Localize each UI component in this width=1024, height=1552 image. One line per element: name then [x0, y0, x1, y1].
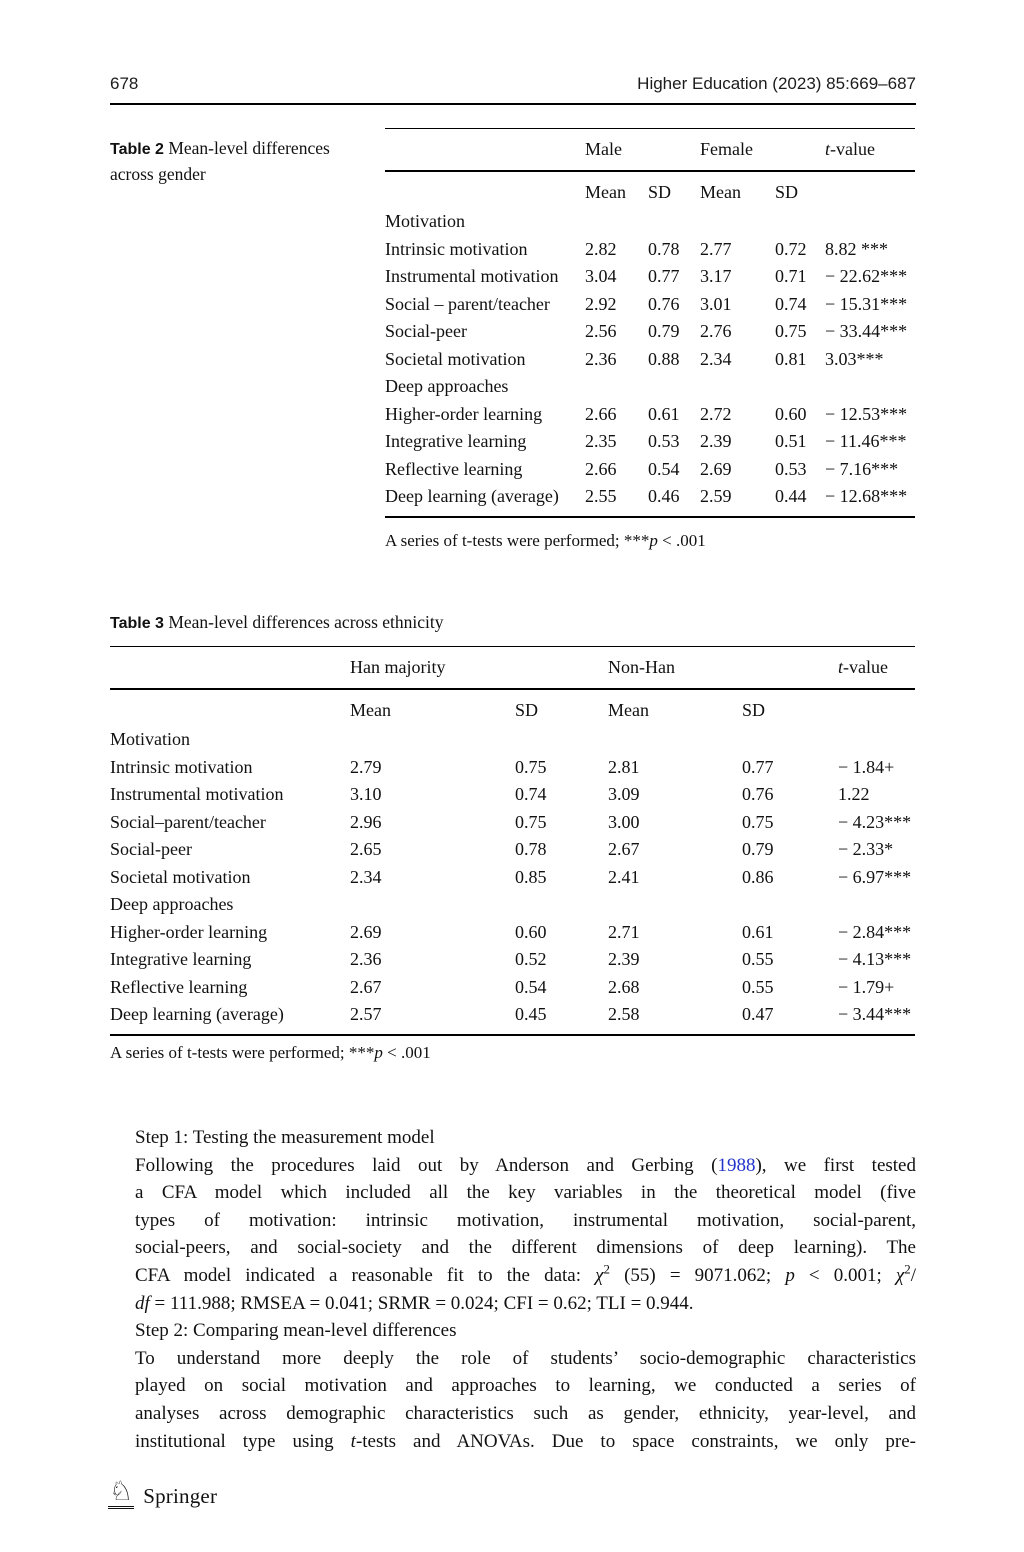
text-line [135, 1262, 916, 1290]
table2 [385, 128, 915, 518]
table2-col-female: Female [700, 139, 753, 159]
cell-value: 0.76 [742, 784, 774, 804]
cell-value [350, 891, 515, 919]
cell-value: 0.75 [775, 321, 807, 341]
table-section-row [385, 208, 915, 236]
cell-value: 2.59 [700, 486, 732, 506]
cell-value [585, 373, 648, 401]
cell-value: 3.03*** [825, 348, 884, 369]
cell-value: 0.53 [648, 431, 680, 451]
table3-subheader-mean2: Mean [608, 700, 649, 720]
text-segment: t [350, 1430, 356, 1452]
text-segment: a CFA model which included all the key variables in the theoretical model (five [135, 1182, 916, 1204]
journal-ref: Higher Education (2023) 85:669–687 [637, 74, 916, 93]
table-row [385, 263, 915, 291]
table-row [110, 781, 915, 809]
cell-value: 2.66 [585, 403, 617, 424]
text-segment: To understand more deeply the role of students’ socio-demographic characteristics [135, 1347, 916, 1369]
table-row [110, 754, 915, 782]
row-label: Motivation [110, 729, 190, 749]
cell-value: 2.35 [585, 431, 617, 451]
cell-value: − 33.44*** [825, 321, 908, 341]
body-text [135, 1124, 916, 1455]
table3-subheader [110, 690, 915, 724]
text-line [135, 1428, 916, 1456]
row-label: Integrative learning [385, 431, 527, 451]
cell-value: 0.51 [775, 431, 807, 451]
cell-value: 0.78 [515, 839, 547, 859]
cell-value: 2.36 [350, 949, 382, 969]
text-segment: types of motivation: intrinsic motivation, instrumental motivation, social-parent, [135, 1209, 916, 1231]
cell-value [775, 373, 825, 401]
header-rule [110, 103, 916, 105]
row-label: Intrinsic motivation [385, 238, 528, 259]
row-label: Deep approaches [385, 376, 509, 396]
table3-caption-label: Table 3 [110, 615, 164, 632]
text-segment: CFA model indicated a reasonable fit to the data: [135, 1264, 596, 1286]
row-label: Deep learning (average) [110, 1004, 284, 1024]
cell-value: 2.82 [585, 238, 617, 259]
text-line [135, 1152, 916, 1180]
table3-col-han: Han majority [350, 657, 446, 677]
cell-value [700, 373, 775, 401]
text-segment: 2 [904, 1261, 911, 1277]
text-line [135, 1124, 916, 1152]
cell-value: 2.77 [700, 238, 732, 259]
table3-subheader-sd1: SD [515, 700, 539, 720]
table2-subheader [385, 172, 915, 206]
row-label: Instrumental motivation [110, 784, 284, 804]
table3-col-tvalue: t-value [838, 657, 888, 677]
text-segment: ), we first tested [755, 1154, 916, 1176]
text-segment: p [785, 1264, 795, 1286]
table3-subheader-mean1: Mean [350, 700, 391, 720]
cell-value: 3.01 [700, 293, 732, 314]
cell-value: 2.39 [700, 431, 732, 451]
row-label: Reflective learning [110, 976, 248, 997]
cell-value: 0.75 [742, 811, 774, 832]
cell-value [775, 208, 825, 236]
text-segment: = 111.988; RMSEA = 0.041; SRMR = 0.024; CFI = 0.62; TLI = 0.944. [149, 1292, 694, 1314]
running-header [110, 74, 916, 94]
cell-value [825, 373, 915, 401]
table-section-row [110, 891, 915, 919]
cell-value: 0.55 [742, 976, 774, 997]
cell-value: 0.46 [648, 486, 680, 506]
table3-rows [110, 724, 915, 1034]
cell-value: 2.34 [350, 866, 382, 887]
row-label: Societal motivation [385, 348, 526, 369]
row-label: Societal motivation [110, 866, 251, 887]
row-label: Higher-order learning [385, 403, 543, 424]
cell-value: 0.75 [515, 756, 547, 777]
cell-value: 3.04 [585, 266, 617, 286]
cell-value [350, 726, 515, 754]
text-segment: -tests and ANOVAs. Due to space constraints, we only pre- [355, 1430, 916, 1452]
cell-value: − 15.31*** [825, 293, 908, 314]
cell-value: 2.92 [585, 293, 617, 314]
cell-value: − 3.44*** [838, 1004, 912, 1024]
row-label: Deep approaches [110, 894, 234, 914]
cell-value: 0.61 [742, 921, 774, 942]
cell-value: 0.55 [742, 949, 774, 969]
cell-value: 2.66 [585, 458, 617, 479]
cell-value: 2.65 [350, 839, 382, 859]
cell-value: − 2.33* [838, 839, 894, 859]
text-segment: < 0.001; [794, 1264, 896, 1286]
table2-col-tvalue: t-value [825, 139, 875, 159]
table3-bottom-rule [110, 1034, 915, 1036]
table2-subheader-sd1: SD [648, 182, 672, 202]
row-label: Integrative learning [110, 949, 252, 969]
cell-value [648, 208, 700, 236]
table2-footnote: A series of t-tests were performed; ***p < .001 [385, 531, 706, 550]
row-label: Social–parent/teacher [110, 811, 266, 832]
cell-value: 0.77 [648, 266, 680, 286]
publisher-footer [108, 1478, 217, 1509]
text-line [135, 1400, 916, 1428]
text-line [135, 1317, 916, 1345]
table-section-row [385, 373, 915, 401]
table3-subheader-sd2: SD [742, 700, 766, 720]
cell-value [515, 891, 608, 919]
cell-value [838, 891, 915, 919]
table-row [110, 864, 915, 892]
cell-value [700, 208, 775, 236]
table-row [385, 236, 915, 264]
text-segment: (55) = 9071.062; [609, 1264, 786, 1286]
cell-value: 0.72 [775, 238, 807, 259]
table2-subheader-sd2: SD [775, 182, 799, 202]
text-segment: social-peers, and social-society and the different dimensions of deep learning). The [135, 1237, 916, 1259]
cell-value: − 4.23*** [838, 811, 912, 832]
table2-caption-label: Table 2 [110, 141, 164, 158]
cell-value: 2.69 [350, 921, 382, 942]
cell-value: 0.79 [648, 321, 680, 341]
cell-value: 2.71 [608, 921, 640, 942]
text-segment: Following the procedures laid out by Anderson and Gerbing ( [135, 1154, 718, 1176]
table2-col-male: Male [585, 139, 622, 159]
cell-value: 0.71 [775, 266, 807, 286]
cell-value: 2.41 [608, 866, 640, 887]
row-label: Social – parent/teacher [385, 293, 550, 314]
text-segment: Step 1: Testing the measurement model [135, 1127, 435, 1148]
cell-value [585, 208, 648, 236]
cell-value: 0.77 [742, 756, 774, 777]
cell-value [608, 891, 742, 919]
cell-value: 2.39 [608, 949, 640, 969]
cell-value: 3.17 [700, 266, 732, 286]
text-segment: played on social motivation and approaches to learning, we conducted a series of [135, 1375, 916, 1397]
cell-value: − 22.62*** [825, 266, 908, 286]
text-line [135, 1290, 916, 1318]
cell-value [742, 726, 838, 754]
table2-group-header [385, 129, 915, 170]
table-row [110, 836, 915, 864]
cell-value: 2.79 [350, 756, 382, 777]
cell-value: 0.44 [775, 486, 807, 506]
table3-col-nonhan: Non-Han [608, 657, 675, 677]
cell-value: 0.76 [648, 293, 680, 314]
cell-value: 0.60 [775, 403, 807, 424]
text-segment: analyses across demographic characteristics such as gender, ethnicity, year-level, and [135, 1402, 916, 1424]
cell-value: 8.82 *** [825, 238, 888, 259]
table-row [385, 346, 915, 374]
cell-value: 2.56 [585, 321, 617, 341]
table2-caption [110, 136, 370, 186]
text-segment: / [910, 1264, 916, 1286]
publisher-brand: Springer [143, 1484, 218, 1508]
cell-value: 0.79 [742, 839, 774, 859]
cell-value: 1.22 [838, 784, 870, 804]
table3-caption [110, 612, 444, 633]
cell-value: 2.34 [700, 348, 732, 369]
table-row [385, 318, 915, 346]
table-row [110, 974, 915, 1002]
table2-caption-text: Mean-level differences across gender [110, 138, 330, 184]
cell-value: 3.10 [350, 784, 382, 804]
row-label: Social-peer [110, 839, 192, 859]
row-label: Reflective learning [385, 458, 523, 479]
table-row [110, 946, 915, 974]
cell-value [838, 726, 915, 754]
cell-value: 0.52 [515, 949, 547, 969]
cell-value [648, 373, 700, 401]
text-segment: χ [895, 1264, 905, 1286]
cell-value: 2.68 [608, 976, 640, 997]
text-line [135, 1234, 916, 1262]
text-segment: Step 2: Comparing mean-level differences [135, 1320, 457, 1342]
row-label: Higher-order learning [110, 921, 268, 942]
cell-value: − 12.53*** [825, 403, 908, 424]
table2-rows [385, 206, 915, 516]
cell-value: − 1.79+ [838, 976, 895, 997]
cell-value: − 2.84*** [838, 921, 912, 942]
cell-value: 2.72 [700, 403, 732, 424]
cell-value: 2.58 [608, 1004, 640, 1024]
table-row [385, 428, 915, 456]
text-segment: df [135, 1292, 150, 1314]
cell-value: 0.75 [515, 811, 547, 832]
table-row [110, 919, 915, 947]
cell-value: 2.69 [700, 458, 732, 479]
table2-subheader-mean2: Mean [700, 182, 741, 202]
table3 [110, 646, 915, 1036]
text-segment: institutional type using [135, 1430, 351, 1452]
text-line [135, 1179, 916, 1207]
cell-value [608, 726, 742, 754]
citation-link[interactable]: 1988 [717, 1154, 756, 1176]
cell-value: 0.54 [648, 458, 680, 479]
cell-value: 0.47 [742, 1004, 774, 1024]
row-label: Instrumental motivation [385, 266, 559, 286]
table-row [110, 809, 915, 837]
table2-subheader-mean1: Mean [585, 182, 626, 202]
cell-value: 0.74 [775, 293, 807, 314]
cell-value: 0.74 [515, 784, 547, 804]
cell-value: 0.85 [515, 866, 547, 887]
cell-value: 2.67 [608, 839, 640, 859]
table-row [385, 483, 915, 511]
cell-value: 2.57 [350, 1004, 382, 1024]
text-line [135, 1207, 916, 1235]
cell-value: 0.60 [515, 921, 547, 942]
text-segment: χ [595, 1264, 604, 1286]
cell-value: 0.53 [775, 458, 807, 479]
text-line [135, 1345, 916, 1373]
cell-value: − 7.16*** [825, 458, 899, 479]
table2-bottom-rule [385, 516, 915, 518]
row-label: Motivation [385, 211, 465, 231]
cell-value: − 11.46*** [825, 431, 907, 451]
cell-value: 0.61 [648, 403, 680, 424]
cell-value: 0.45 [515, 1004, 547, 1024]
cell-value: 0.86 [742, 866, 774, 887]
cell-value: − 1.84+ [838, 756, 895, 777]
table3-footnote: A series of t-tests were performed; ***p < .001 [110, 1043, 431, 1062]
text-segment: 2 [603, 1261, 610, 1277]
cell-value: 2.96 [350, 811, 382, 832]
table3-group-header [110, 647, 915, 688]
cell-value: 3.00 [608, 811, 640, 832]
cell-value: − 12.68*** [825, 486, 908, 506]
table-row [385, 401, 915, 429]
table-row [385, 291, 915, 319]
cell-value: 0.78 [648, 238, 680, 259]
table-section-row [110, 726, 915, 754]
cell-value [825, 208, 915, 236]
cell-value: 2.67 [350, 976, 382, 997]
row-label: Deep learning (average) [385, 486, 559, 506]
cell-value: 0.54 [515, 976, 547, 997]
cell-value: 2.55 [585, 486, 617, 506]
table3-caption-text: Mean-level differences across ethnicity [168, 612, 444, 632]
row-label: Intrinsic motivation [110, 756, 253, 777]
table-row [385, 456, 915, 484]
cell-value: − 6.97*** [838, 866, 912, 887]
cell-value: − 4.13*** [838, 949, 912, 969]
row-label: Social-peer [385, 321, 467, 341]
cell-value: 3.09 [608, 784, 640, 804]
text-line [135, 1372, 916, 1400]
cell-value: 2.76 [700, 321, 732, 341]
cell-value: 0.81 [775, 348, 807, 369]
cell-value [742, 891, 838, 919]
page-number: 678 [110, 74, 139, 93]
cell-value [515, 726, 608, 754]
table-row [110, 1001, 915, 1029]
cell-value: 2.81 [608, 756, 640, 777]
springer-knight-icon: ♘ [109, 1476, 134, 1507]
cell-value: 0.88 [648, 348, 680, 369]
cell-value: 2.36 [585, 348, 617, 369]
